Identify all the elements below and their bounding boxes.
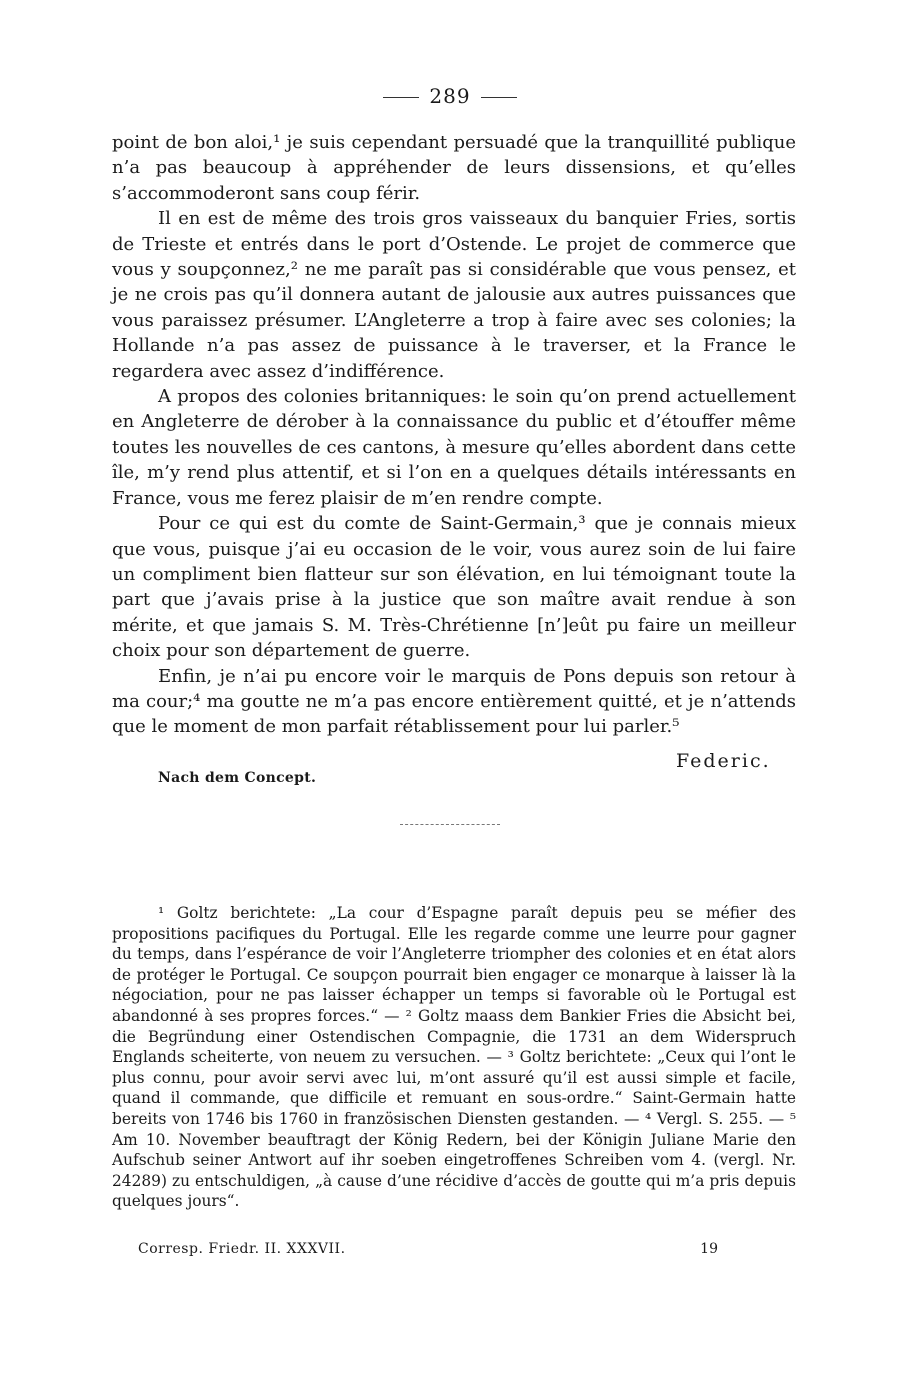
page-footer [138,1241,718,1257]
paragraph: Enfin, je n’ai pu encore voir le marquis de Pons depuis son retour à ma cour;⁴ ma goutte ne m’a pas encore entièrement quitté, et je n’attends que le moment de mon parfait rétablissement pour lui parler.⁵ [112,665,796,738]
paragraph: A propos des colonies britanniques: le soin qu’on prend actuellement en Angleterre de dérober à la connaissance du public et d’étouffer même toutes les nouvelles de ces cantons, à mesure qu’elles abordent dans cette île, m’y rend plus attentif, et si l’on en a quelques détails intéressants en France, vous me ferez plaisir de m’en rendre compte. [112,386,796,509]
signature: Federic. [676,750,771,772]
paragraph: Pour ce qui est du comte de Saint-Germain,³ que je connais mieux que vous, puisque j’ai eu occasion de le voir, vous aurez soin de lui faire un compliment bien flatteur sur son élévation, en lui témoignant toute la part que j’avais prise à la justice que son maître avait rendue à son mérite, et que jamais S. M. Très-Chrétienne [n’]eût pu faire un meilleur choix pour son département de guerre. [112,513,796,662]
page-header [0,84,900,108]
header-rule-right [481,97,517,98]
series-title: Corresp. Friedr. II. XXXVII. [138,1241,346,1257]
letter-body [112,130,796,740]
footnotes [112,903,796,1212]
source-note: Nach dem Concept. [158,770,317,786]
paragraph: Il en est de même des trois gros vaisseaux du banquier Fries, sortis de Trieste et entrés dans le port d’Ostende. Le projet de commerce que vous y soupçonnez,² ne me paraît pas si considérable que vous pensez, et je ne crois pas qu’il donnera autant de jalousie aux autres puissances que vous paraissez présumer. L’Angleterre a trop à faire avec ses colonies; la Hollande n’a pas assez de puissance à le traverser, et la France le regardera avec assez d’indifférence. [112,208,796,382]
sheet-signature: 19 [700,1241,718,1257]
footnote-separator [400,824,500,825]
footnote-text: ¹ Goltz berichtete: „La cour d’Espagne paraît depuis peu se méfier des propositions pacifiques du Portugal. Elle les regarde comme une leurre pour gagner du temps, dans l’espérance de voir l’Angleterre triompher des colonies et en état alors de protéger le Portugal. Ce soupçon pourrait bien engager ce monarque à laisser là la négociation, pour ne pas laisser échapper un temps si favorable où le Portugal est abandonné à ses propres forces.“ — ² Goltz maass dem Bankier Fries die Absicht bei, die Begründung einer Ostendischen Compagnie, die 1731 an dem Widerspruch Englands scheiterte, von neuem zu versuchen. — ³ Goltz berichtete: „Ceux qui l’ont le plus connu, pour avoir servi avec lui, m’ont assuré qu’il est aussi simple et facile, quand il commande, que difficile et remuant en sous-ordre.“ Saint-Germain hatte bereits von 1746 bis 1760 in französischen Diensten gestanden. — ⁴ Vergl. S. 255. — ⁵ Am 10. November beauftragt der König Redern, bei der Königin Juliane Marie den Aufschub seiner Antwort auf ihr soeben eingetroffenes Schreiben vom 4. (vergl. Nr. 24289) zu entschuldigen, „à cause d’une récidive d’accès de goutte qui m’a pris depuis quelques jours“. [112,904,796,1211]
paragraph: point de bon aloi,¹ je suis cependant persuadé que la tranquillité publique n’a pas beaucoup à appréhender de leurs dissensions, et qu’elles s’accommoderont sans coup férir. [112,132,796,204]
header-rule-left [383,97,419,98]
page-number: 289 [429,84,471,108]
